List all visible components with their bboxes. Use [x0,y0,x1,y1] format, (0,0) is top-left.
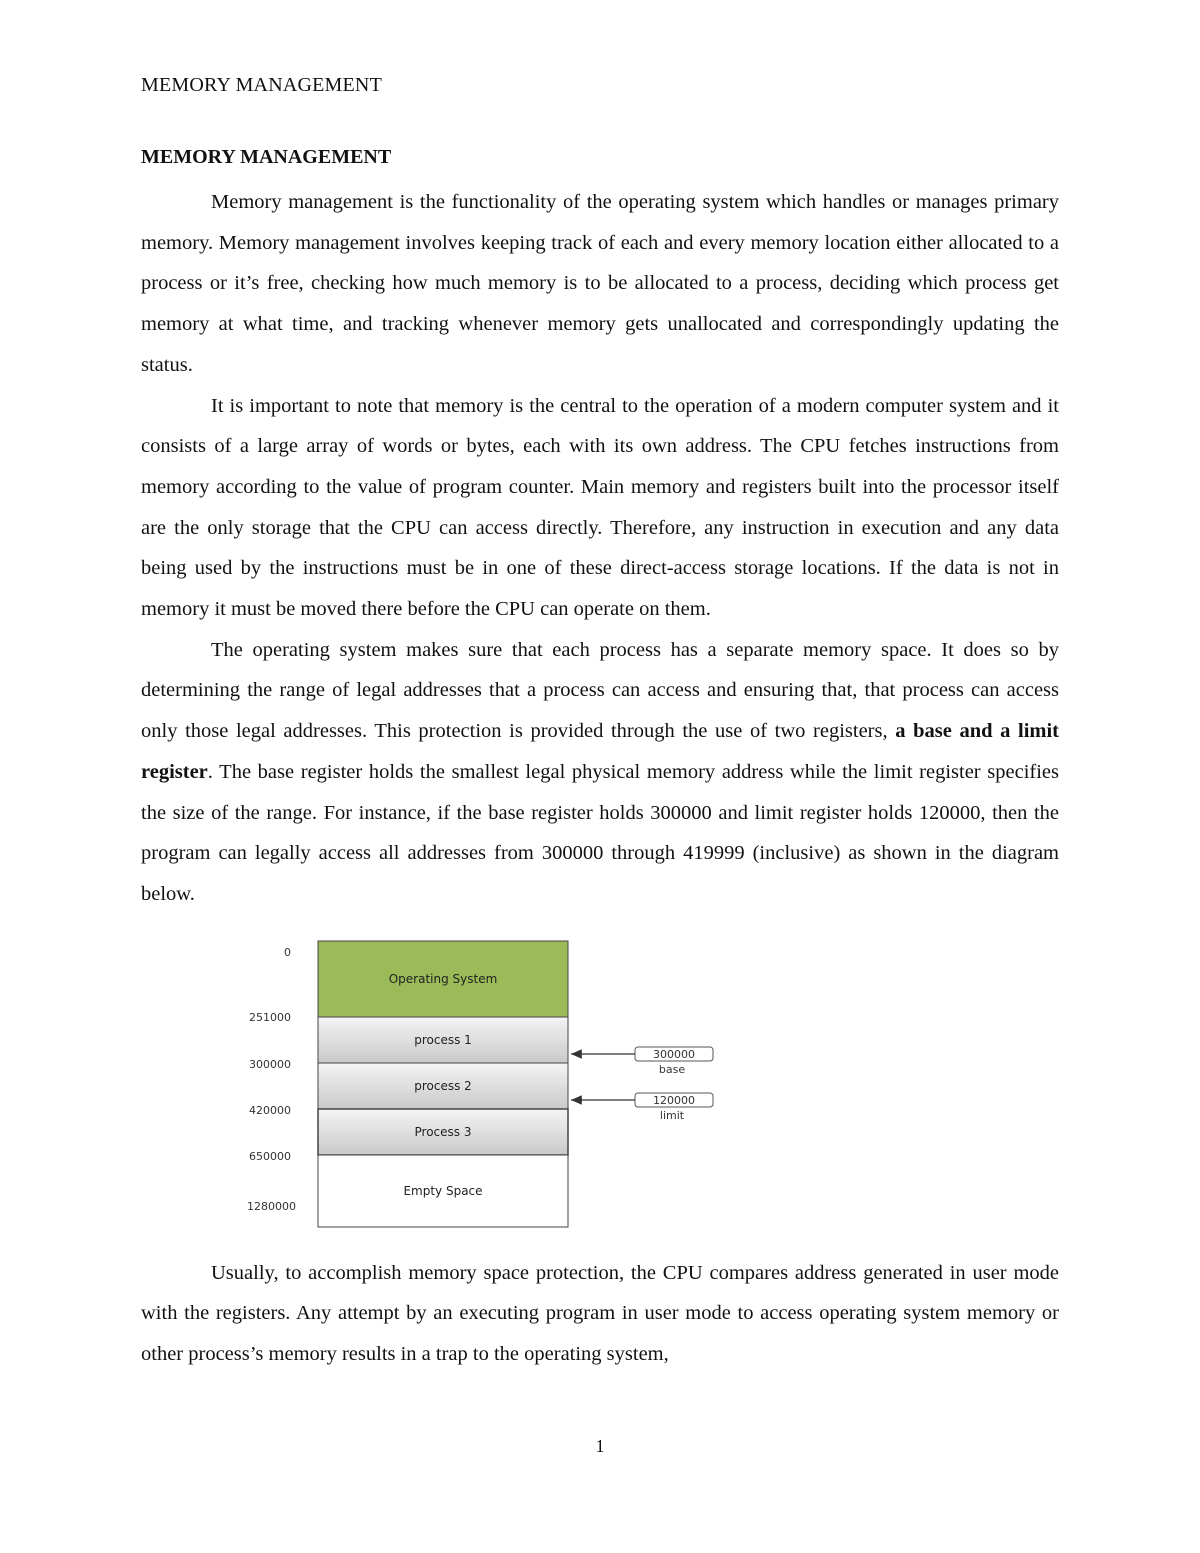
address-label-300000: 300000 [249,1057,291,1071]
address-label-0: 0 [284,945,291,959]
paragraph-3-part-1: The operating system makes sure that each process has a separate memory space. It does so by determining the range of legal addresses that a process can access and ensuring that, that process can access only those legal addresses. This protection is provided through the use of two registers, [141,638,1059,743]
paragraph-2: It is important to note that memory is the central to the operation of a modern computer system and it consists of a large array of words or bytes, each with its own address. The CPU fetches instructions from memory according to the value of program counter. Main memory and registers built into the processor itself are the only storage that the CPU can access directly. Therefore, any instruction in execution and any data being used by the instructions must be in one of these direct-access storage locations. If the data is not in memory it must be moved there before the CPU can operate on them. [141,394,1059,621]
address-label-420000: 420000 [249,1103,291,1117]
section-heading: MEMORY MANAGEMENT [141,146,392,168]
segment-label-empty-space: Empty Space [403,1183,483,1198]
paragraph-3-part-2: . The base register holds the smallest legal physical memory address while the limit register specifies the size of the range. For instance, if the base register holds 300000 and limit register holds 120000, then the program can legally access all addresses from 300000 through 419999 (inclusive) as shown in the diagram below. [141,760,1059,905]
page-number: 1 [595,1436,605,1456]
segment-label-operating-system: Operating System [388,971,498,986]
paragraph-3 [141,630,1059,915]
address-label-251000: 251000 [249,1010,291,1024]
address-label-1280000: 1280000 [247,1199,296,1213]
limit-register-value: 120000 [653,1093,695,1107]
address-label-650000: 650000 [249,1149,291,1163]
page-content [141,144,1059,1375]
base-register-name: base [658,1062,686,1076]
paragraph-1: Memory management is the functionality of the operating system which handles or manages primary memory. Memory management involves keeping track of each and every memory location either allocated to a process or it’s free, checking how much memory is to be allocated to a process, deciding which process get memory at what time, and tracking whenever memory gets unallocated and correspondingly updating the status. [141,191,1059,376]
memory-diagram [141,933,1059,1233]
memory-diagram-svg [141,933,1059,1233]
base-register-value: 300000 [653,1047,695,1061]
limit-register-name: limit [659,1108,685,1122]
paragraph-3-bold: a base and a limit register [141,720,1059,783]
segment-label-process-2: process 2 [414,1078,472,1093]
segment-label-process-3: Process 3 [414,1124,472,1139]
paragraph-4: Usually, to accomplish memory space protection, the CPU compares address generated in user mode with the registers. Any attempt by an executing program in user mode to access operating system memory or other process’s memory results in a trap to the operating system, [141,1261,1059,1366]
segment-label-process-1: process 1 [414,1032,472,1047]
running-head: MEMORY MANAGEMENT [141,74,382,96]
